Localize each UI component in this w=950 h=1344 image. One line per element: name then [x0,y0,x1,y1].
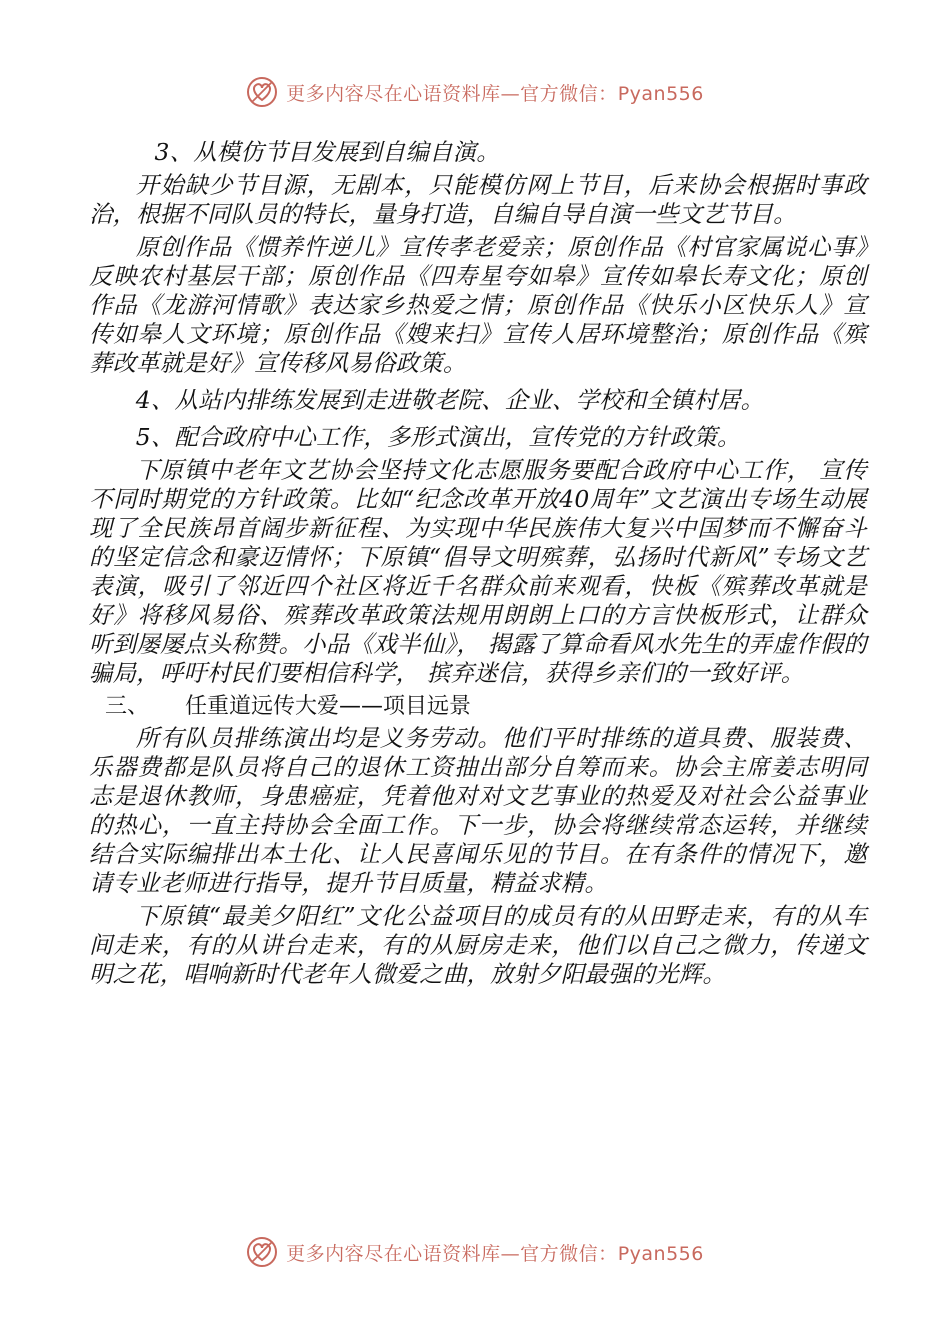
paragraph-government-work: 下原镇中老年文艺协会坚持文化志愿服务要配合政府中心工作， 宣传不同时期党的方针政策。比如“纪念改革开放40周年”文艺演出专场生动展现了全民族昂首阔步新征程、为实现中华民族伟大复兴中国梦而不懈奋斗的坚定信念和豪迈情怀；下原镇“倡导文明殡葬，弘扬时代新风”专场文艺表演，吸引了邻近四个社区将近千名群众前来观看，快板《殡葬改革就是好》将移风易俗、殡葬改革政策法规用朗朗上口的方言快板形式，让群众听到屡屡点头称赞。小品《戏半仙》， 揭露了算命看风水先生的弄虚作假的骗局，呼吁村民们要相信科学， 摈弃迷信，获得乡亲们的一致好评。 [89,456,867,687]
heart-logo-icon [246,76,278,108]
banner-wechat-id: Pyan556 [617,82,704,105]
paragraph-item-4: 4、从站内排练发展到走进敬老院、企业、学校和全镇村居。 [135,386,765,414]
section-title: 任重道远传大爱——项目远景 [185,694,472,719]
banner-wechat-id: Pyan556 [617,1242,704,1265]
paragraph-original-works: 原创作品《惯养忤逆儿》宣传孝老爱亲；原创作品《村官家属说心事》反映农村基层干部；原创作品《四寿星夸如皋》宣传如皋长寿文化；原创作品《龙游河情歌》表达家乡热爱之情；原创作品《快乐小区快乐人》宣传如皋人文环境；原创作品《嫂来扫》宣传人居环境整治；原创作品《殡葬改革就是好》宣传移风易俗政策。 [89,233,867,377]
banner-label: 官方微信： [520,82,618,105]
paragraph-item-5: 5、配合政府中心工作，多形式演出，宣传党的方针政策。 [135,423,741,451]
document-body [89,138,867,989]
heart-logo-icon [246,1236,278,1268]
banner-main: 更多内容尽在心语资料库— [286,82,521,105]
paragraph-volunteer-work: 所有队员排练演出均是义务劳动。他们平时排练的道具费、服装费、乐器费都是队员将自己的退休工资抽出部分自筹而来。协会主席姜志明同志是退休教师，身患癌症，凭着他对对文艺事业的热爱及对社会公益事业的热心，一直主持协会全面工作。下一步，协会将继续常态运转，并继续结合实际编排出本土化、让人民喜闻乐见的节目。在有条件的情况下，邀请专业老师进行指导，提升节目质量，精益求精。 [89,724,867,897]
banner-text [286,79,704,106]
header-banner [0,72,950,112]
section-number: 三、 [105,694,150,719]
paragraph-no-script: 开始缺少节目源，无剧本，只能模仿网上节目，后来协会根据时事政治，根据不同队员的特长，量身打造，自编自导自演一些文艺节目。 [89,171,867,228]
section-heading [89,692,867,722]
banner-main: 更多内容尽在心语资料库— [286,1242,521,1265]
banner-text [286,1239,704,1266]
paragraph-closing: 下原镇“最美夕阳红”文化公益项目的成员有的从田野走来，有的从车间走来，有的从讲台走来，有的从厨房走来，他们以自己之微力，传递文明之花，唱响新时代老年人微爱之曲，放射夕阳最强的光辉。 [89,902,867,988]
paragraph-item-3: 3、从模仿节目发展到自编自演。 [154,138,500,166]
banner-label: 官方微信： [520,1242,618,1265]
footer-banner [0,1232,950,1272]
